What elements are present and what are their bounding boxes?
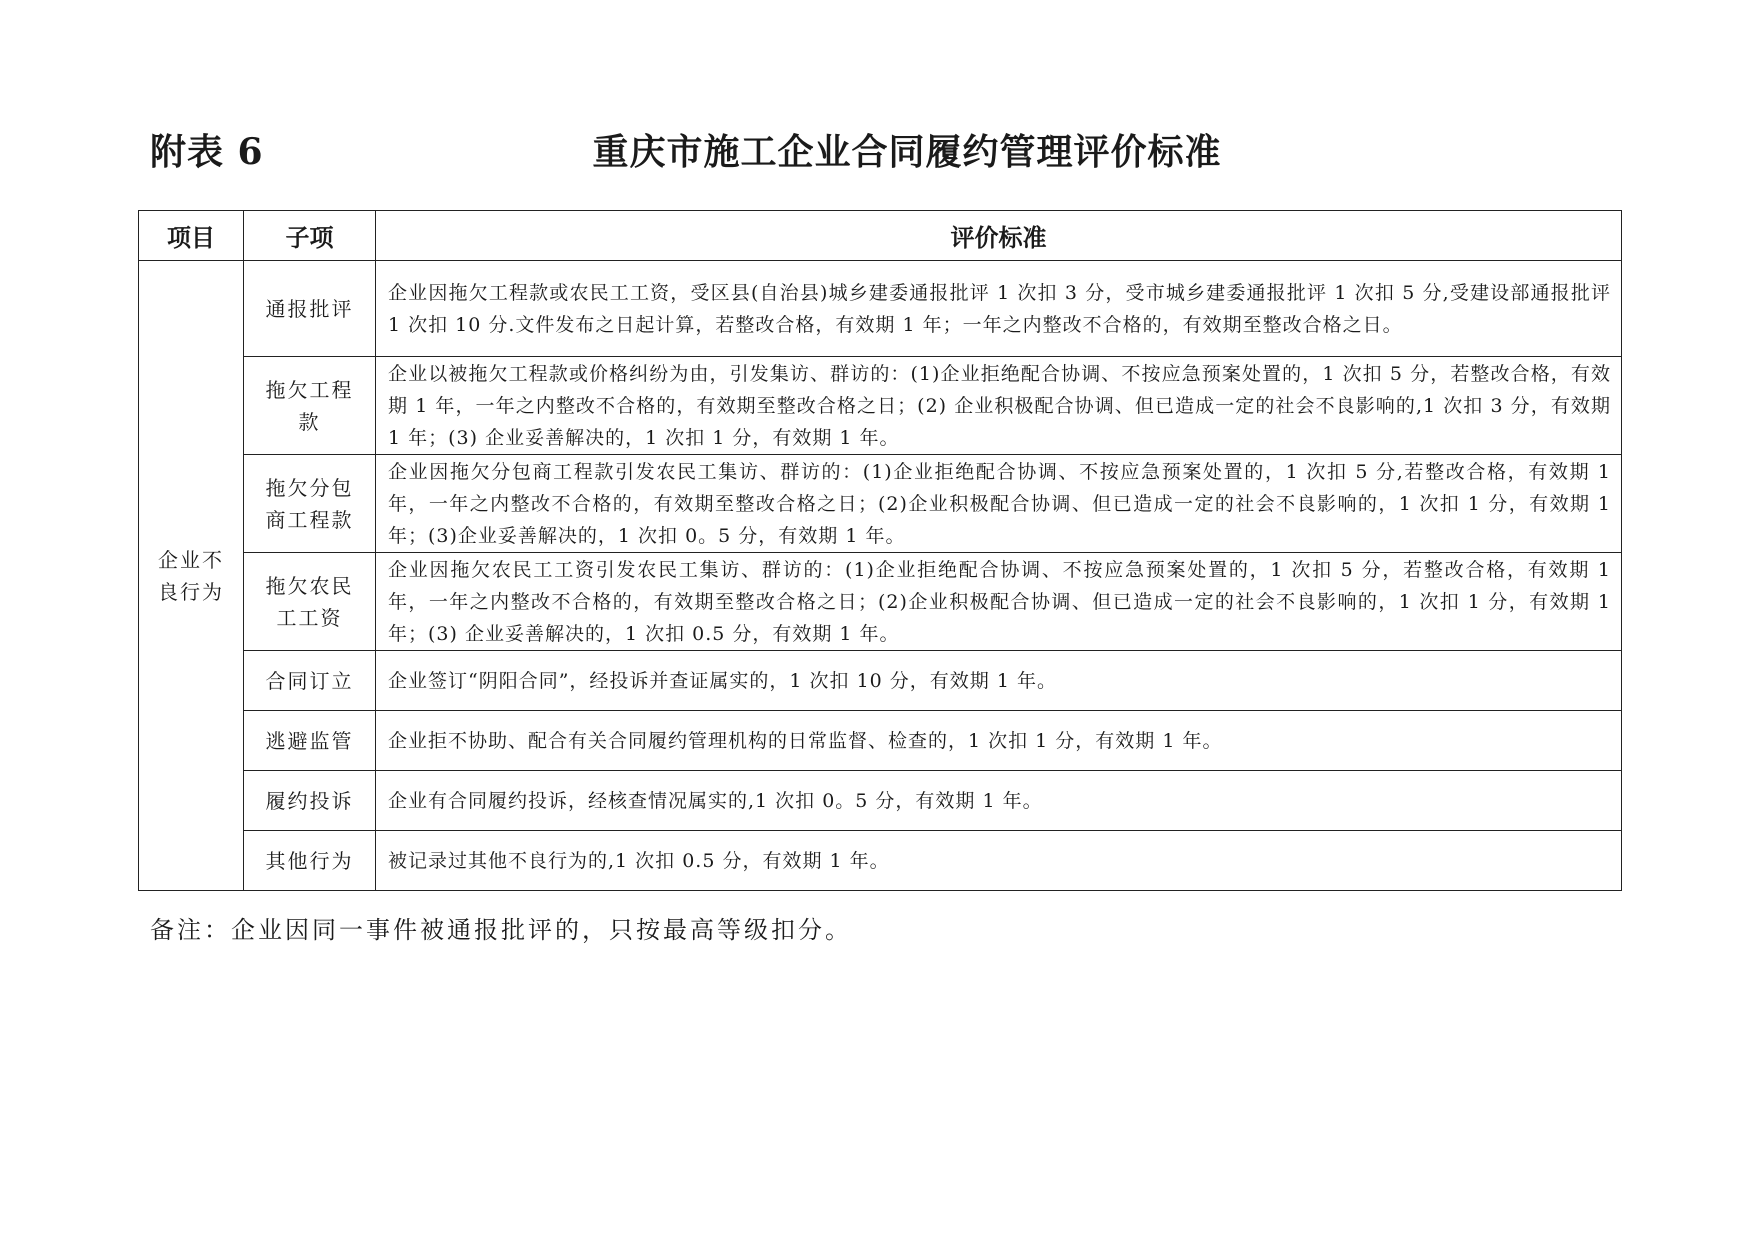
table-row [139, 771, 1622, 831]
subitem-cell: 拖欠农民工工资 [244, 553, 376, 651]
category-cell: 企业不良行为 [139, 261, 244, 891]
table-row [139, 711, 1622, 771]
footnote: 备注：企业因同一事件被通报批评的，只按最高等级扣分。 [150, 916, 852, 944]
subitem-cell: 其他行为 [244, 831, 376, 891]
criterion-cell: 企业因拖欠分包商工程款引发农民工集访、群访的：(1)企业拒绝配合协调、不按应急预案处置的，1 次扣 5 分,若整改合格，有效期 1 年，一年之内整改不合格的，有效期至整改合格之日；(2)企业积极配合协调、但已造成一定的社会不良影响的，1 次扣 1 分，有效期 1 年；(3)企业妥善解决的，1 次扣 0。5 分，有效期 1 年。 [376, 455, 1622, 553]
evaluation-table [138, 210, 1622, 891]
subitem-cell: 履约投诉 [244, 771, 376, 831]
table-row [139, 455, 1622, 553]
table-header-row [139, 211, 1622, 261]
table-row [139, 261, 1622, 357]
subitem-cell: 拖欠分包商工程款 [244, 455, 376, 553]
subitem-cell: 拖欠工程款 [244, 357, 376, 455]
table-row [139, 357, 1622, 455]
table-row [139, 553, 1622, 651]
table-row [139, 651, 1622, 711]
subitem-cell: 合同订立 [244, 651, 376, 711]
table-row [139, 831, 1622, 891]
subitem-cell: 通报批评 [244, 261, 376, 357]
column-header-item: 项目 [139, 211, 244, 261]
appendix-label: 附表 6 [150, 131, 264, 173]
criterion-cell: 被记录过其他不良行为的,1 次扣 0.5 分，有效期 1 年。 [376, 831, 1622, 891]
criterion-cell: 企业有合同履约投诉，经核查情况属实的,1 次扣 0。5 分，有效期 1 年。 [376, 771, 1622, 831]
column-header-subitem: 子项 [244, 211, 376, 261]
criterion-cell: 企业以被拖欠工程款或价格纠纷为由，引发集访、群访的：(1)企业拒绝配合协调、不按应急预案处置的，1 次扣 5 分，若整改合格，有效期 1 年，一年之内整改不合格的，有效期至整改合格之日；(2) 企业积极配合协调、但已造成一定的社会不良影响的,1 次扣 3 分，有效期 1 年；(3) 企业妥善解决的，1 次扣 1 分，有效期 1 年。 [376, 357, 1622, 455]
criterion-cell: 企业因拖欠农民工工资引发农民工集访、群访的：(1)企业拒绝配合协调、不按应急预案处置的，1 次扣 5 分，若整改合格，有效期 1 年，一年之内整改不合格的，有效期至整改合格之日；(2)企业积极配合协调、但已造成一定的社会不良影响的，1 次扣 1 分，有效期 1 年；(3) 企业妥善解决的，1 次扣 0.5 分，有效期 1 年。 [376, 553, 1622, 651]
subitem-cell: 逃避监管 [244, 711, 376, 771]
column-header-criteria: 评价标准 [376, 211, 1622, 261]
criterion-cell: 企业因拖欠工程款或农民工工资，受区县(自治县)城乡建委通报批评 1 次扣 3 分，受市城乡建委通报批评 1 次扣 5 分,受建设部通报批评 1 次扣 10 分.文件发布之日起计算，若整改合格，有效期 1 年；一年之内整改不合格的，有效期至整改合格之日。 [376, 261, 1622, 357]
criterion-cell: 企业拒不协助、配合有关合同履约管理机构的日常监督、检查的，1 次扣 1 分，有效期 1 年。 [376, 711, 1622, 771]
page-title: 重庆市施工企业合同履约管理评价标准 [592, 131, 1222, 173]
criterion-cell: 企业签订“阴阳合同”，经投诉并查证属实的，1 次扣 10 分，有效期 1 年。 [376, 651, 1622, 711]
